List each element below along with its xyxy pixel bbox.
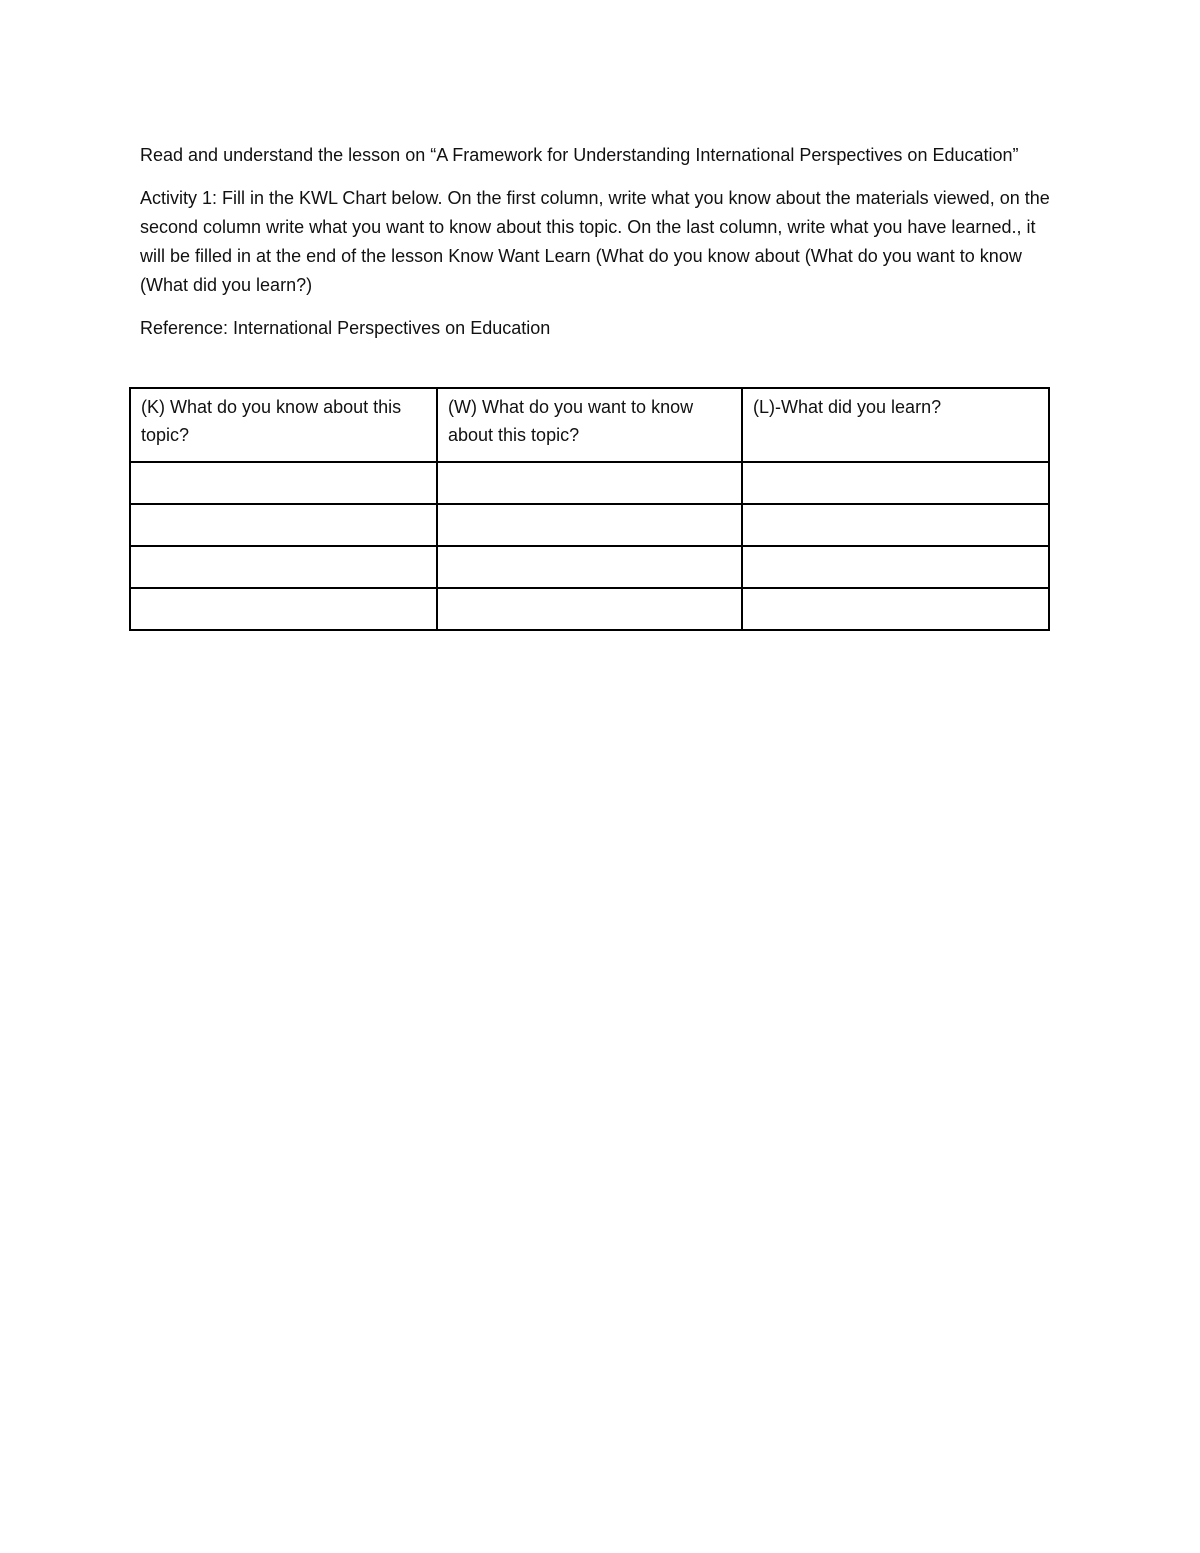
kwl-row xyxy=(130,462,1049,504)
kwl-row xyxy=(130,546,1049,588)
kwl-chart-table xyxy=(129,387,1050,631)
kwl-header-want: (W) What do you want to know about this topic? xyxy=(437,388,742,462)
kwl-row xyxy=(130,588,1049,630)
kwl-cell-know[interactable] xyxy=(130,546,437,588)
kwl-cell-want[interactable] xyxy=(437,462,742,504)
activity-instructions: Activity 1: Fill in the KWL Chart below. On the first column, write what you know about the materials viewed, on the second column write what you want to know about this topic. On the last column, write what you have learned., it will be filled in at the end of the lesson Know Want Learn (What do you know about (What do you want to know (What did you learn?) xyxy=(140,188,1050,295)
kwl-header-row xyxy=(130,388,1049,462)
kwl-cell-learn[interactable] xyxy=(742,504,1049,546)
reference-line: Reference: International Perspectives on Education xyxy=(140,318,551,338)
kwl-cell-know[interactable] xyxy=(130,462,437,504)
kwl-cell-want[interactable] xyxy=(437,546,742,588)
kwl-cell-know[interactable] xyxy=(130,588,437,630)
kwl-row xyxy=(130,504,1049,546)
kwl-cell-learn[interactable] xyxy=(742,546,1049,588)
document-body xyxy=(140,141,1055,357)
kwl-header-learn: (L)-What did you learn? xyxy=(742,388,1049,462)
kwl-cell-know[interactable] xyxy=(130,504,437,546)
kwl-header-know: (K) What do you know about this topic? xyxy=(130,388,437,462)
kwl-cell-learn[interactable] xyxy=(742,462,1049,504)
kwl-cell-want[interactable] xyxy=(437,588,742,630)
kwl-cell-want[interactable] xyxy=(437,504,742,546)
intro-paragraph: Read and understand the lesson on “A Framework for Understanding International Perspectives on Education” xyxy=(140,145,1019,165)
kwl-cell-learn[interactable] xyxy=(742,588,1049,630)
